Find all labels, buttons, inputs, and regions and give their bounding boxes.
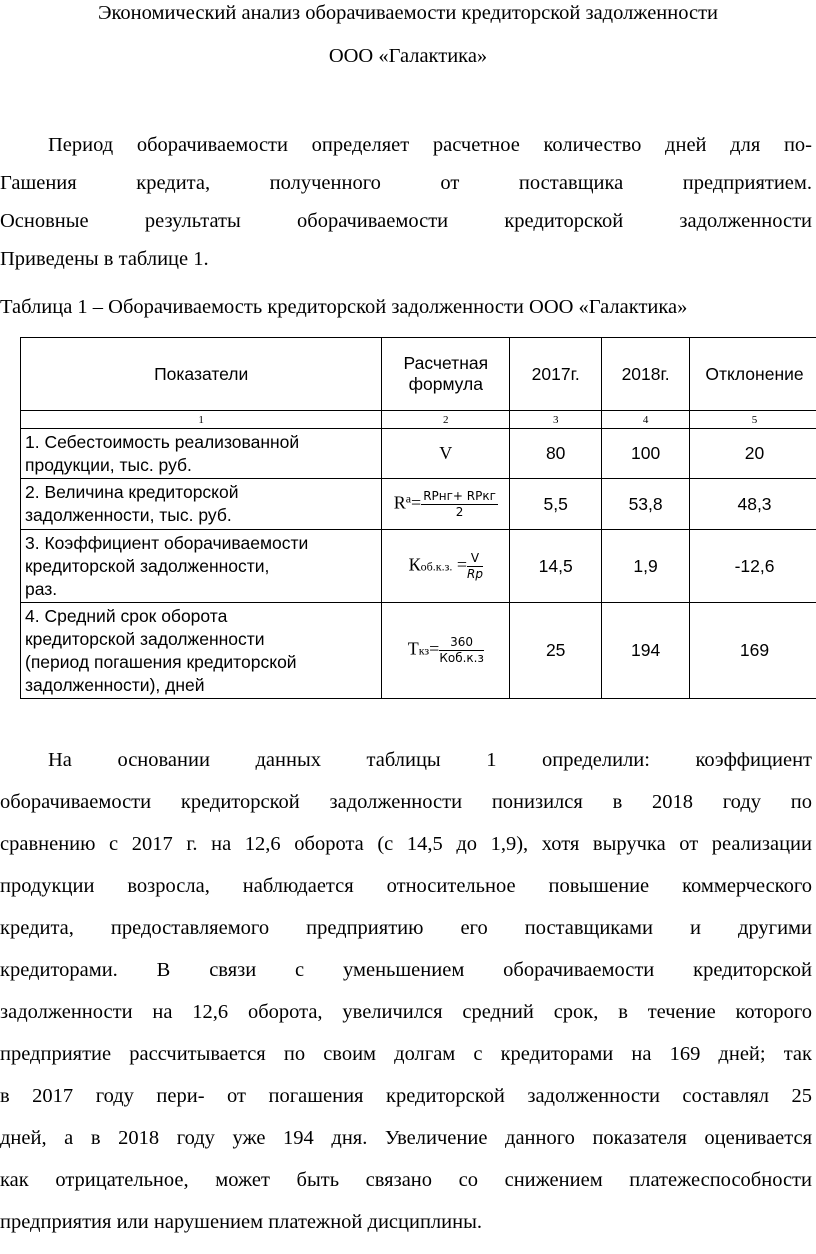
intro-line: Основные результаты оборачиваемости кредиторской задолженности (0, 210, 812, 232)
conclusion-line: предприятие рассчитывается по своим долгам с кредиторами на 169 дней; так (0, 1043, 812, 1065)
header-deviation: Отклонение (690, 338, 816, 411)
conclusion-paragraph (0, 739, 812, 1243)
formula-fraction: $\frac{\text{RPнг+ RPкг}}{2}$ (423, 488, 496, 519)
column-number: 2 (382, 411, 510, 429)
conclusion-line: как отрицательное, может быть связано со снижением платежеспособности (0, 1169, 812, 1191)
value-2018: 1,9 (602, 530, 690, 603)
row-formula: $R^а=$ $\frac{\text{RPнг+ RPкг}}{2}$ (382, 479, 510, 530)
formula-fraction: $\frac{V}{Rp}$ (467, 550, 483, 581)
table-row (21, 429, 816, 479)
column-number: 3 (510, 411, 602, 429)
conclusion-line: кредиторами. В связи с уменьшением оборачиваемости кредиторской (0, 959, 812, 981)
row-label: 4. Средний срок оборота кредиторской задолженности (период погашения кредиторской задолженности), дней (21, 603, 382, 699)
row-label: 3. Коэффициент оборачиваемости кредиторской задолженности, раз. (21, 530, 382, 603)
value-deviation: 48,3 (690, 479, 816, 530)
value-2018: 53,8 (602, 479, 690, 530)
column-number: 5 (690, 411, 816, 429)
value-deviation: 20 (690, 429, 816, 479)
conclusion-line: дней, а в 2018 году уже 194 дня. Увеличение данного показателя оценивается (0, 1127, 812, 1149)
conclusion-line: оборачиваемости кредиторской задолженности понизился в 2018 году по (0, 791, 812, 813)
document-title-line-1: Экономический анализ оборачиваемости кредиторской задолженности (97, 2, 719, 24)
value-deviation: -12,6 (690, 530, 816, 603)
intro-paragraph (0, 126, 812, 278)
table-caption: Таблица 1 – Оборачиваемость кредиторской задолженности ООО «Галактика» (0, 296, 688, 318)
conclusion-line: предприятия или нарушением платежной дисциплины. (0, 1211, 482, 1233)
row-formula: Ткз= $\frac{360}{\text{Коб.к.з}}$ (382, 603, 510, 699)
conclusion-line: кредита, предоставляемого предприятию его поставщиками и другими (0, 917, 812, 939)
header-2018: 2018г. (602, 338, 690, 411)
value-2017: 5,5 (510, 479, 602, 530)
column-number: 4 (602, 411, 690, 429)
row-label: 1. Себестоимость реализованной продукции, тыс. руб. (21, 429, 382, 479)
intro-line: Гашения кредита, полученного от поставщика предприятием. (0, 172, 812, 194)
intro-line: Период оборачиваемости определяет расчетное количество дней для по- (48, 134, 812, 156)
value-2018: 100 (602, 429, 690, 479)
row-formula: V (382, 429, 510, 479)
header-formula: Расчетная формула (382, 338, 510, 411)
row-label: 2. Величина кредиторской задолженности, тыс. руб. (21, 479, 382, 530)
table-row (21, 479, 816, 530)
conclusion-line: в 2017 году пери- от погашения кредиторской задолженности составлял 25 (0, 1085, 812, 1107)
table-header-row (21, 338, 816, 411)
conclusion-line: задолженности на 12,6 оборота, увеличился средний срок, в течение которого (0, 1001, 812, 1023)
value-2018: 194 (602, 603, 690, 699)
header-2017: 2017г. (510, 338, 602, 411)
intro-line: Приведены в таблице 1. (0, 248, 209, 270)
conclusion-line: На основании данных таблицы 1 определили: коэффициент (48, 749, 812, 771)
table-row (21, 530, 816, 603)
value-deviation: 169 (690, 603, 816, 699)
header-indicators: Показатели (21, 338, 382, 411)
turnover-table (20, 337, 816, 699)
table-row (21, 603, 816, 699)
conclusion-line: продукции возросла, наблюдается относительное повышение коммерческого (0, 875, 812, 897)
row-formula: Коб.к.з. = $\frac{V}{Rp}$ (382, 530, 510, 603)
formula-fraction: $\frac{360}{\text{Коб.к.з}}$ (439, 635, 484, 665)
conclusion-line: сравнению с 2017 г. на 12,6 оборота (с 14,5 до 1,9), хотя выручка от реализации (0, 833, 812, 855)
column-number-row (21, 411, 816, 429)
document-title-line-2: ООО «Галактика» (328, 45, 488, 67)
value-2017: 25 (510, 603, 602, 699)
value-2017: 14,5 (510, 530, 602, 603)
column-number: 1 (21, 411, 382, 429)
value-2017: 80 (510, 429, 602, 479)
